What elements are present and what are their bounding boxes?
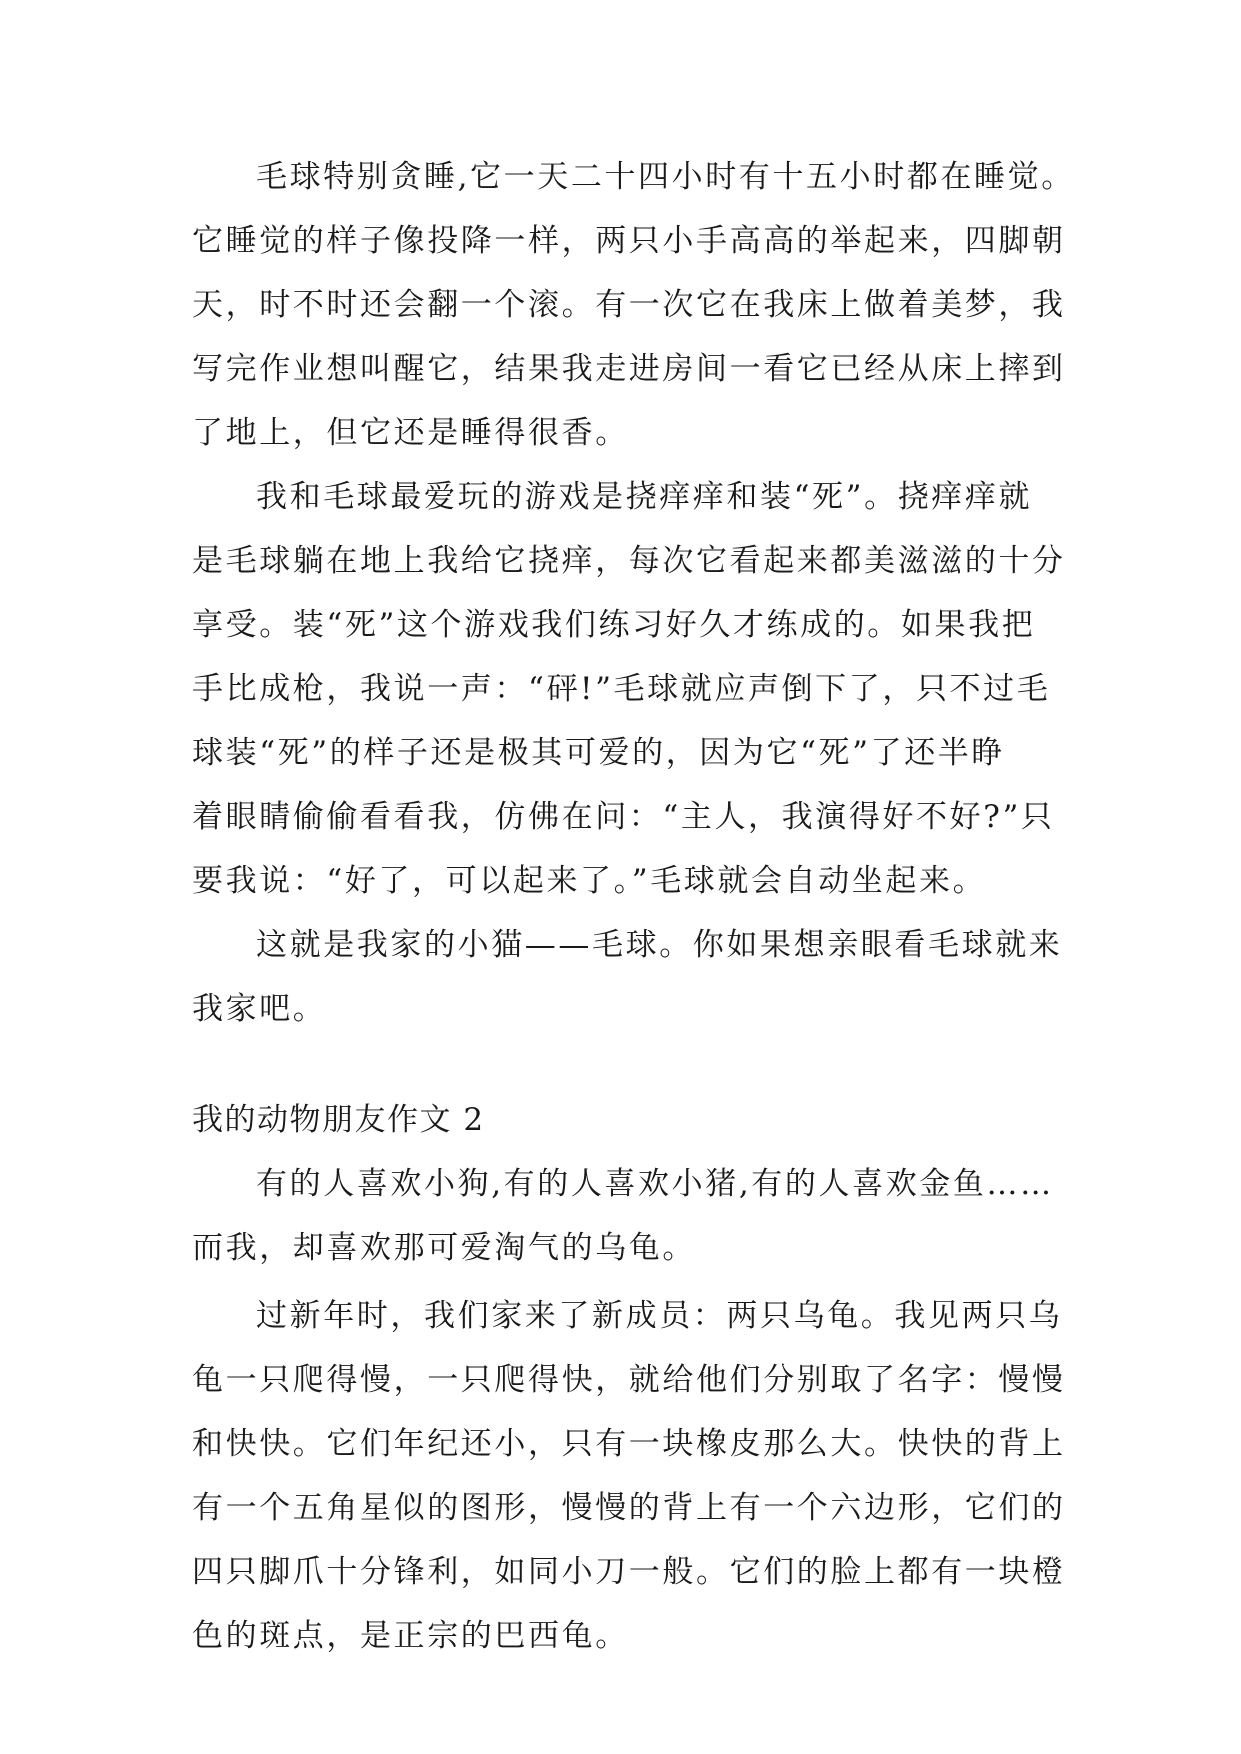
paragraph-2-line: 享受。装“死”这个游戏我们练习好久才练成的。如果我把 — [192, 607, 1036, 643]
paragraph-2-line: 着眼睛偷偷看看我，仿佛在问：“主人，我演得好不好?”只 — [192, 799, 1055, 835]
paragraph-5-line: 色的斑点，是正宗的巴西龟。 — [192, 1618, 629, 1654]
paragraph-5-line: 龟一只爬得慢，一只爬得快，就给他们分别取了名字：慢慢 — [192, 1362, 1066, 1398]
paragraph-2-line: 要我说：“好了，可以起来了。”毛球就会自动坐起来。 — [192, 863, 987, 899]
paragraph-1-line: 天，时不时还会翻一个滚。有一次它在我床上做着美梦，我 — [192, 287, 1066, 323]
paragraph-5-line: 有一个五角星似的图形，慢慢的背上有一个六边形，它们的 — [192, 1490, 1066, 1526]
paragraph-5-line: 和快快。它们年纪还小，只有一块橡皮那么大。快快的背上 — [192, 1426, 1066, 1462]
paragraph-5-line: 过新年时，我们家来了新成员：两只乌龟。我见两只乌 — [256, 1298, 1063, 1334]
paragraph-2-line: 是毛球躺在地上我给它挠痒，每次它看起来都美滋滋的十分 — [192, 543, 1066, 579]
paragraph-4-line: 而我，却喜欢那可爱淘气的乌龟。 — [192, 1230, 696, 1266]
paragraph-2-line: 我和毛球最爱玩的游戏是挠痒痒和装“死”。挠痒痒就 — [256, 479, 1033, 515]
section-title: 我的动物朋友作文 2 — [192, 1102, 485, 1138]
paragraph-3-line: 我家吧。 — [192, 991, 327, 1027]
paragraph-2-line: 球装“死”的样子还是极其可爱的，因为它“死”了还半睁 — [192, 735, 1005, 771]
paragraph-2-line: 手比成枪，我说一声：“砰!”毛球就应声倒下了，只不过毛 — [192, 671, 1051, 707]
paragraph-1-line: 了地上，但它还是睡得很香。 — [192, 415, 629, 451]
paragraph-1-line: 写完作业想叫醒它，结果我走进房间一看它已经从床上摔到 — [192, 351, 1066, 387]
paragraph-1-line: 毛球特别贪睡,它一天二十四小时有十五小时都在睡觉。 — [256, 159, 1075, 195]
paragraph-5-line: 四只脚爪十分锋利，如同小刀一般。它们的脸上都有一块橙 — [192, 1554, 1066, 1590]
paragraph-3-line: 这就是我家的小猫——毛球。你如果想亲眼看毛球就来 — [256, 927, 1063, 963]
paragraph-1-line: 它睡觉的样子像投降一样，两只小手高高的举起来，四脚朝 — [192, 223, 1066, 259]
paragraph-4-line: 有的人喜欢小狗,有的人喜欢小猪,有的人喜欢金鱼…… — [256, 1166, 1054, 1202]
